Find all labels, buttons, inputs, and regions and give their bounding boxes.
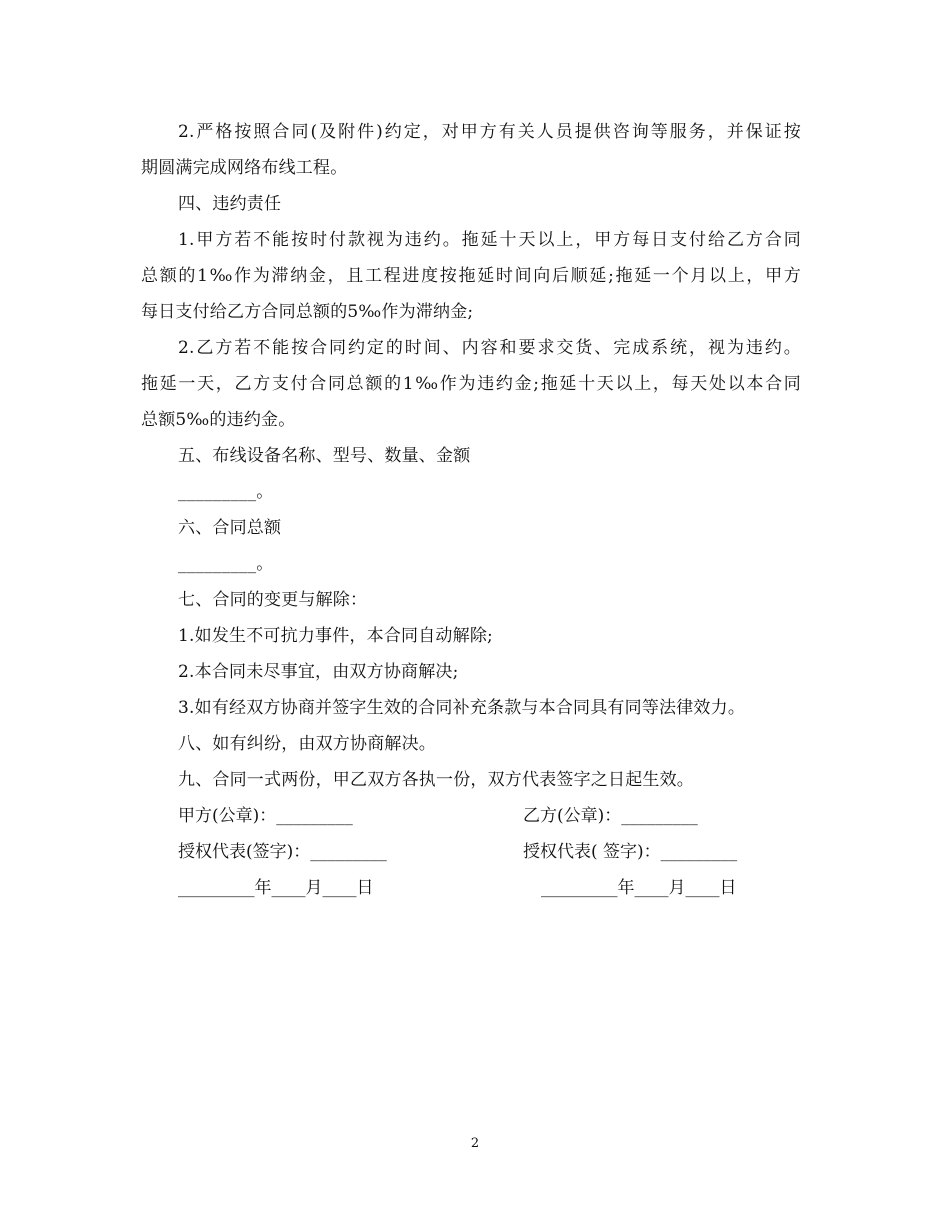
signature-row-seal xyxy=(141,798,801,834)
party-b-seal-field: 乙方(公章)：_________ xyxy=(523,806,698,826)
party-b-date-field: _________年____月____日 xyxy=(541,878,737,898)
clause-4-1-line-1: 1.甲方若不能按时付款视为违约。拖延十天以上，甲方每日支付给乙方合同 xyxy=(178,230,801,250)
clause-4-1-line-3: 每日支付给乙方合同总额的5‰作为滞纳金; xyxy=(141,302,474,322)
signature-row-representative xyxy=(141,834,801,870)
document-body xyxy=(141,114,801,906)
signature-row-date xyxy=(141,870,801,906)
party-a-representative-field: 授权代表(签字)：_________ xyxy=(178,842,387,862)
section-6-blank: _________。 xyxy=(178,554,274,574)
clause-4-2-line-1: 2.乙方若不能按合同约定的时间、内容和要求交货、完成系统，视为违约。 xyxy=(178,338,801,358)
section-4-heading: 四、违约责任 xyxy=(178,194,282,214)
party-b-representative-field: 授权代表( 签字)：_________ xyxy=(523,842,738,862)
section-9-heading: 九、合同一式两份，甲乙双方各执一份，双方代表签字之日起生效。 xyxy=(178,770,694,790)
section-5-heading: 五、布线设备名称、型号、数量、金额 xyxy=(178,446,471,466)
clause-3-2-line-1: 2.严格按照合同(及附件)约定，对甲方有关人员提供咨询等服务，并保证按 xyxy=(178,122,801,142)
party-a-seal-field: 甲方(公章)：_________ xyxy=(178,806,353,826)
clause-4-2-line-3: 总额5‰的违约金。 xyxy=(141,410,296,430)
page-number: 2 xyxy=(470,1136,480,1151)
clause-4-2-line-2: 拖延一天，乙方支付合同总额的1‰作为违约金;拖延十天以上，每天处以本合同 xyxy=(141,374,801,394)
clause-7-2: 2.本合同未尽事宜，由双方协商解决; xyxy=(178,662,459,682)
section-7-heading: 七、合同的变更与解除： xyxy=(178,590,368,610)
clause-4-1-line-2: 总额的1‰作为滞纳金，且工程进度按拖延时间向后顺延;拖延一个月以上，甲方 xyxy=(141,266,801,286)
section-8-heading: 八、如有纠纷，由双方协商解决。 xyxy=(178,734,436,754)
clause-3-2-line-2: 期圆满完成网络布线工程。 xyxy=(141,158,348,178)
clause-7-1: 1.如发生不可抗力事件，本合同自动解除; xyxy=(178,626,493,646)
clause-7-3: 3.如有经双方协商并签字生效的合同补充条款与本合同具有同等法律效力。 xyxy=(178,698,746,718)
section-5-blank: _________。 xyxy=(178,482,274,502)
section-6-heading: 六、合同总额 xyxy=(178,518,282,538)
party-a-date-field: _________年____月____日 xyxy=(178,878,374,898)
